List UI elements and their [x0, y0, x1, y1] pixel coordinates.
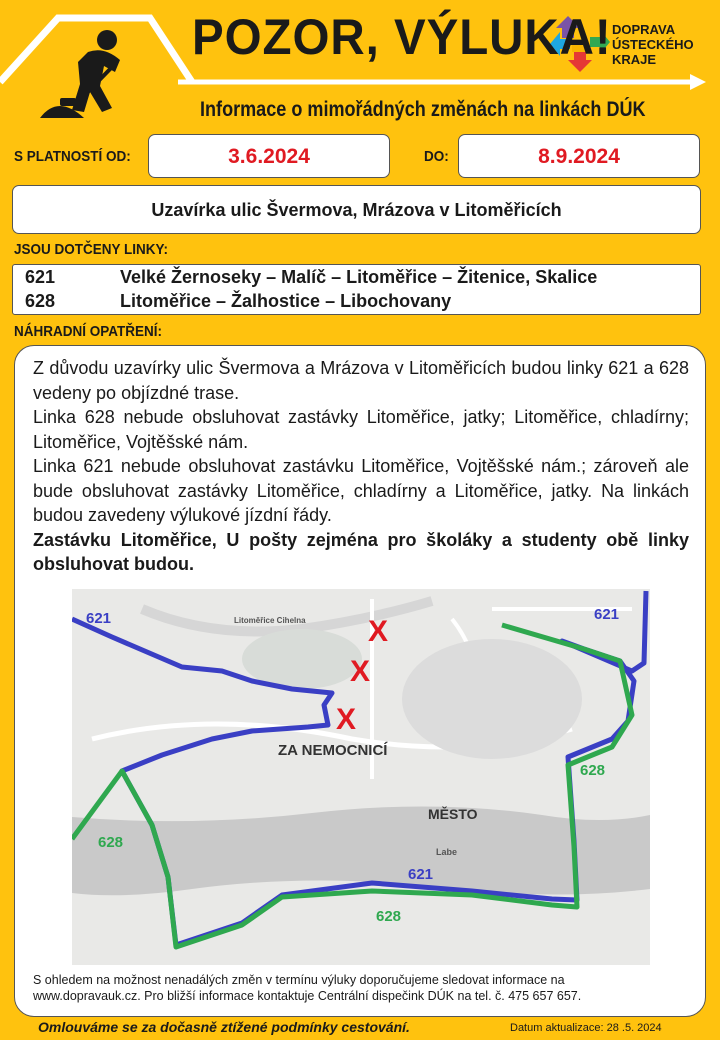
measures-box	[14, 345, 706, 1017]
measures-paragraph: Linka 621 nebude obsluhovat zastávku Litoměřice, Vojtěšské nám.; zároveň ale bude obsluhovat zastávky Litoměřice, chladírny a Litoměřice, jatky. Na linkách budou zavedeny výlukové jízdní řády.	[33, 456, 689, 525]
arrow-head-icon	[690, 74, 706, 90]
closure-mark: X	[350, 655, 371, 688]
route-label-621: 621	[594, 606, 620, 623]
line-item	[25, 291, 451, 312]
measures-paragraph: Linka 628 nebude obsluhovat zastávky Litoměřice, jatky; Litoměřice, chladírny; Litoměřice, Vojtěšské nám.	[33, 407, 689, 452]
page-subtitle: Informace o mimořádných změnách na linkách DÚK	[200, 98, 646, 121]
valid-to-box	[458, 134, 700, 178]
valid-to-date: 8.9.2024	[538, 145, 620, 168]
valid-from-date: 3.6.2024	[228, 145, 310, 168]
affected-lines-box	[12, 264, 701, 315]
map-label-za-nemocnici: ZA NEMOCNICÍ	[278, 742, 388, 759]
map-label-mesto: MĚSTO	[428, 806, 478, 822]
line-number: 621	[25, 267, 56, 287]
update-date: Datum aktualizace: 28 .5. 2024	[510, 1022, 662, 1034]
route-label-628: 628	[376, 908, 402, 925]
measures-text	[33, 356, 689, 577]
brand-name: DOPRAVA ÚSTECKÉHO KRAJE	[612, 22, 694, 67]
closure-title: Uzavírka ulic Švermova, Mrázova v Litoměřicích	[151, 200, 562, 220]
closure-mark: X	[368, 615, 389, 648]
worker-icon	[40, 30, 120, 118]
affected-lines-label: JSOU DOTČENY LINKY:	[14, 241, 169, 258]
route-label-628: 628	[580, 762, 606, 779]
valid-from-box	[148, 134, 390, 178]
line-route: Litoměřice – Žalhostice – Libochovany	[120, 291, 452, 311]
measures-paragraph: Z důvodu uzavírky ulic Švermova a Mrázova v Litoměřicích budou linky 621 a 628 vedeny po objízdné trase.	[33, 358, 689, 403]
measures-paragraph-bold: Zastávku Litoměřice, U pošty zejména pro školáky a studenty obě linky obsluhovat budou.	[33, 529, 689, 574]
valid-from-label: S PLATNOSTÍ OD:	[14, 148, 131, 165]
map-label-cihelna: Litoměřice Cihelna	[234, 616, 306, 625]
page-title: POZOR, VÝLUKA!	[192, 9, 612, 65]
closure-box	[12, 185, 701, 234]
route-label-621: 621	[86, 610, 112, 627]
closure-mark: X	[336, 703, 357, 736]
line-number: 628	[25, 291, 56, 311]
map-label-labe: Labe	[436, 847, 458, 857]
line-route: Velké Žernoseky – Malíč – Litoměřice – Žitenice, Skalice	[120, 267, 598, 287]
route-label-621: 621	[408, 866, 434, 883]
disclaimer-note: S ohledem na možnost nenadálých změn v termínu výluky doporučujeme sledovat informace na www.dopravauk.cz. Pro bližší informace kontaktuje Centrální dispečink DÚK na tel. č. 475 657 657.	[33, 973, 582, 1003]
valid-to-label: DO:	[424, 148, 449, 165]
measures-label: NÁHRADNÍ OPATŘENÍ:	[14, 323, 162, 340]
detour-map	[72, 589, 650, 965]
apology-text: Omlouváme se za dočasně ztížené podmínky cestování.	[38, 1019, 410, 1035]
route-label-628: 628	[98, 834, 124, 851]
line-item	[25, 267, 597, 288]
